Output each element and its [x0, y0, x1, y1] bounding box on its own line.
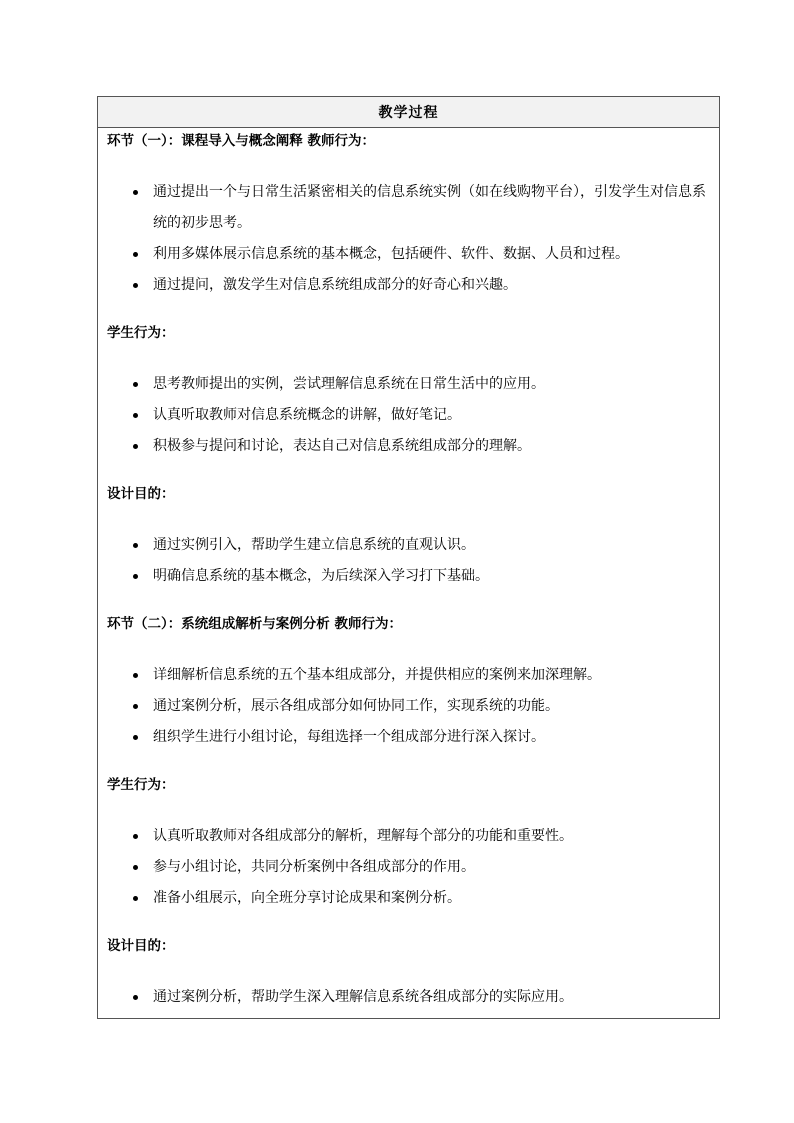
list-item: 通过实例引入，帮助学生建立信息系统的直观认识。: [107, 530, 719, 561]
section-1-teacher-list: [107, 177, 719, 301]
section-2-heading: 环节（二）：系统组成解析与案例分析 教师行为：: [107, 616, 402, 632]
section-2-purpose-heading: 设计目的：: [107, 938, 175, 954]
list-item: 通过提出一个与日常生活紧密相关的信息系统实例（如在线购物平台），引发学生对信息系统的初步思考。: [107, 177, 719, 239]
section-2-teacher-list: [107, 660, 719, 753]
list-item: 参与小组讨论，共同分析案例中各组成部分的作用。: [107, 852, 719, 883]
list-item: 利用多媒体展示信息系统的基本概念，包括硬件、软件、数据、人员和过程。: [107, 239, 719, 270]
section-2-student-list: [107, 821, 719, 914]
list-item: 组织学生进行小组讨论，每组选择一个组成部分进行深入探讨。: [107, 722, 719, 753]
section-2-purpose-list: [107, 982, 719, 1013]
table-content: [98, 131, 719, 1013]
table-title: 教学过程: [378, 105, 439, 121]
section-1-student-list: [107, 369, 719, 462]
list-item: 通过提问，激发学生对信息系统组成部分的好奇心和兴趣。: [107, 270, 719, 301]
list-item: 认真听取教师对信息系统概念的讲解，做好笔记。: [107, 400, 719, 431]
list-item: 通过案例分析，帮助学生深入理解信息系统各组成部分的实际应用。: [107, 982, 719, 1013]
list-item: 明确信息系统的基本概念，为后续深入学习打下基础。: [107, 561, 719, 592]
section-1-purpose-list: [107, 530, 719, 592]
list-item: 详细解析信息系统的五个基本组成部分，并提供相应的案例来加深理解。: [107, 660, 719, 691]
list-item: 思考教师提出的实例，尝试理解信息系统在日常生活中的应用。: [107, 369, 719, 400]
section-1-heading: 环节（一）：课程导入与概念阐释 教师行为：: [107, 133, 375, 149]
list-item: 准备小组展示，向全班分享讨论成果和案例分析。: [107, 883, 719, 914]
table-header: [98, 97, 719, 128]
section-2-student-heading: 学生行为：: [107, 777, 175, 793]
teaching-process-table: [97, 96, 720, 1019]
list-item: 认真听取教师对各组成部分的解析，理解每个部分的功能和重要性。: [107, 821, 719, 852]
section-1-student-heading: 学生行为：: [107, 325, 175, 341]
section-1-purpose-heading: 设计目的：: [107, 486, 175, 502]
list-item: 通过案例分析，展示各组成部分如何协同工作，实现系统的功能。: [107, 691, 719, 722]
list-item: 积极参与提问和讨论，表达自己对信息系统组成部分的理解。: [107, 431, 719, 462]
